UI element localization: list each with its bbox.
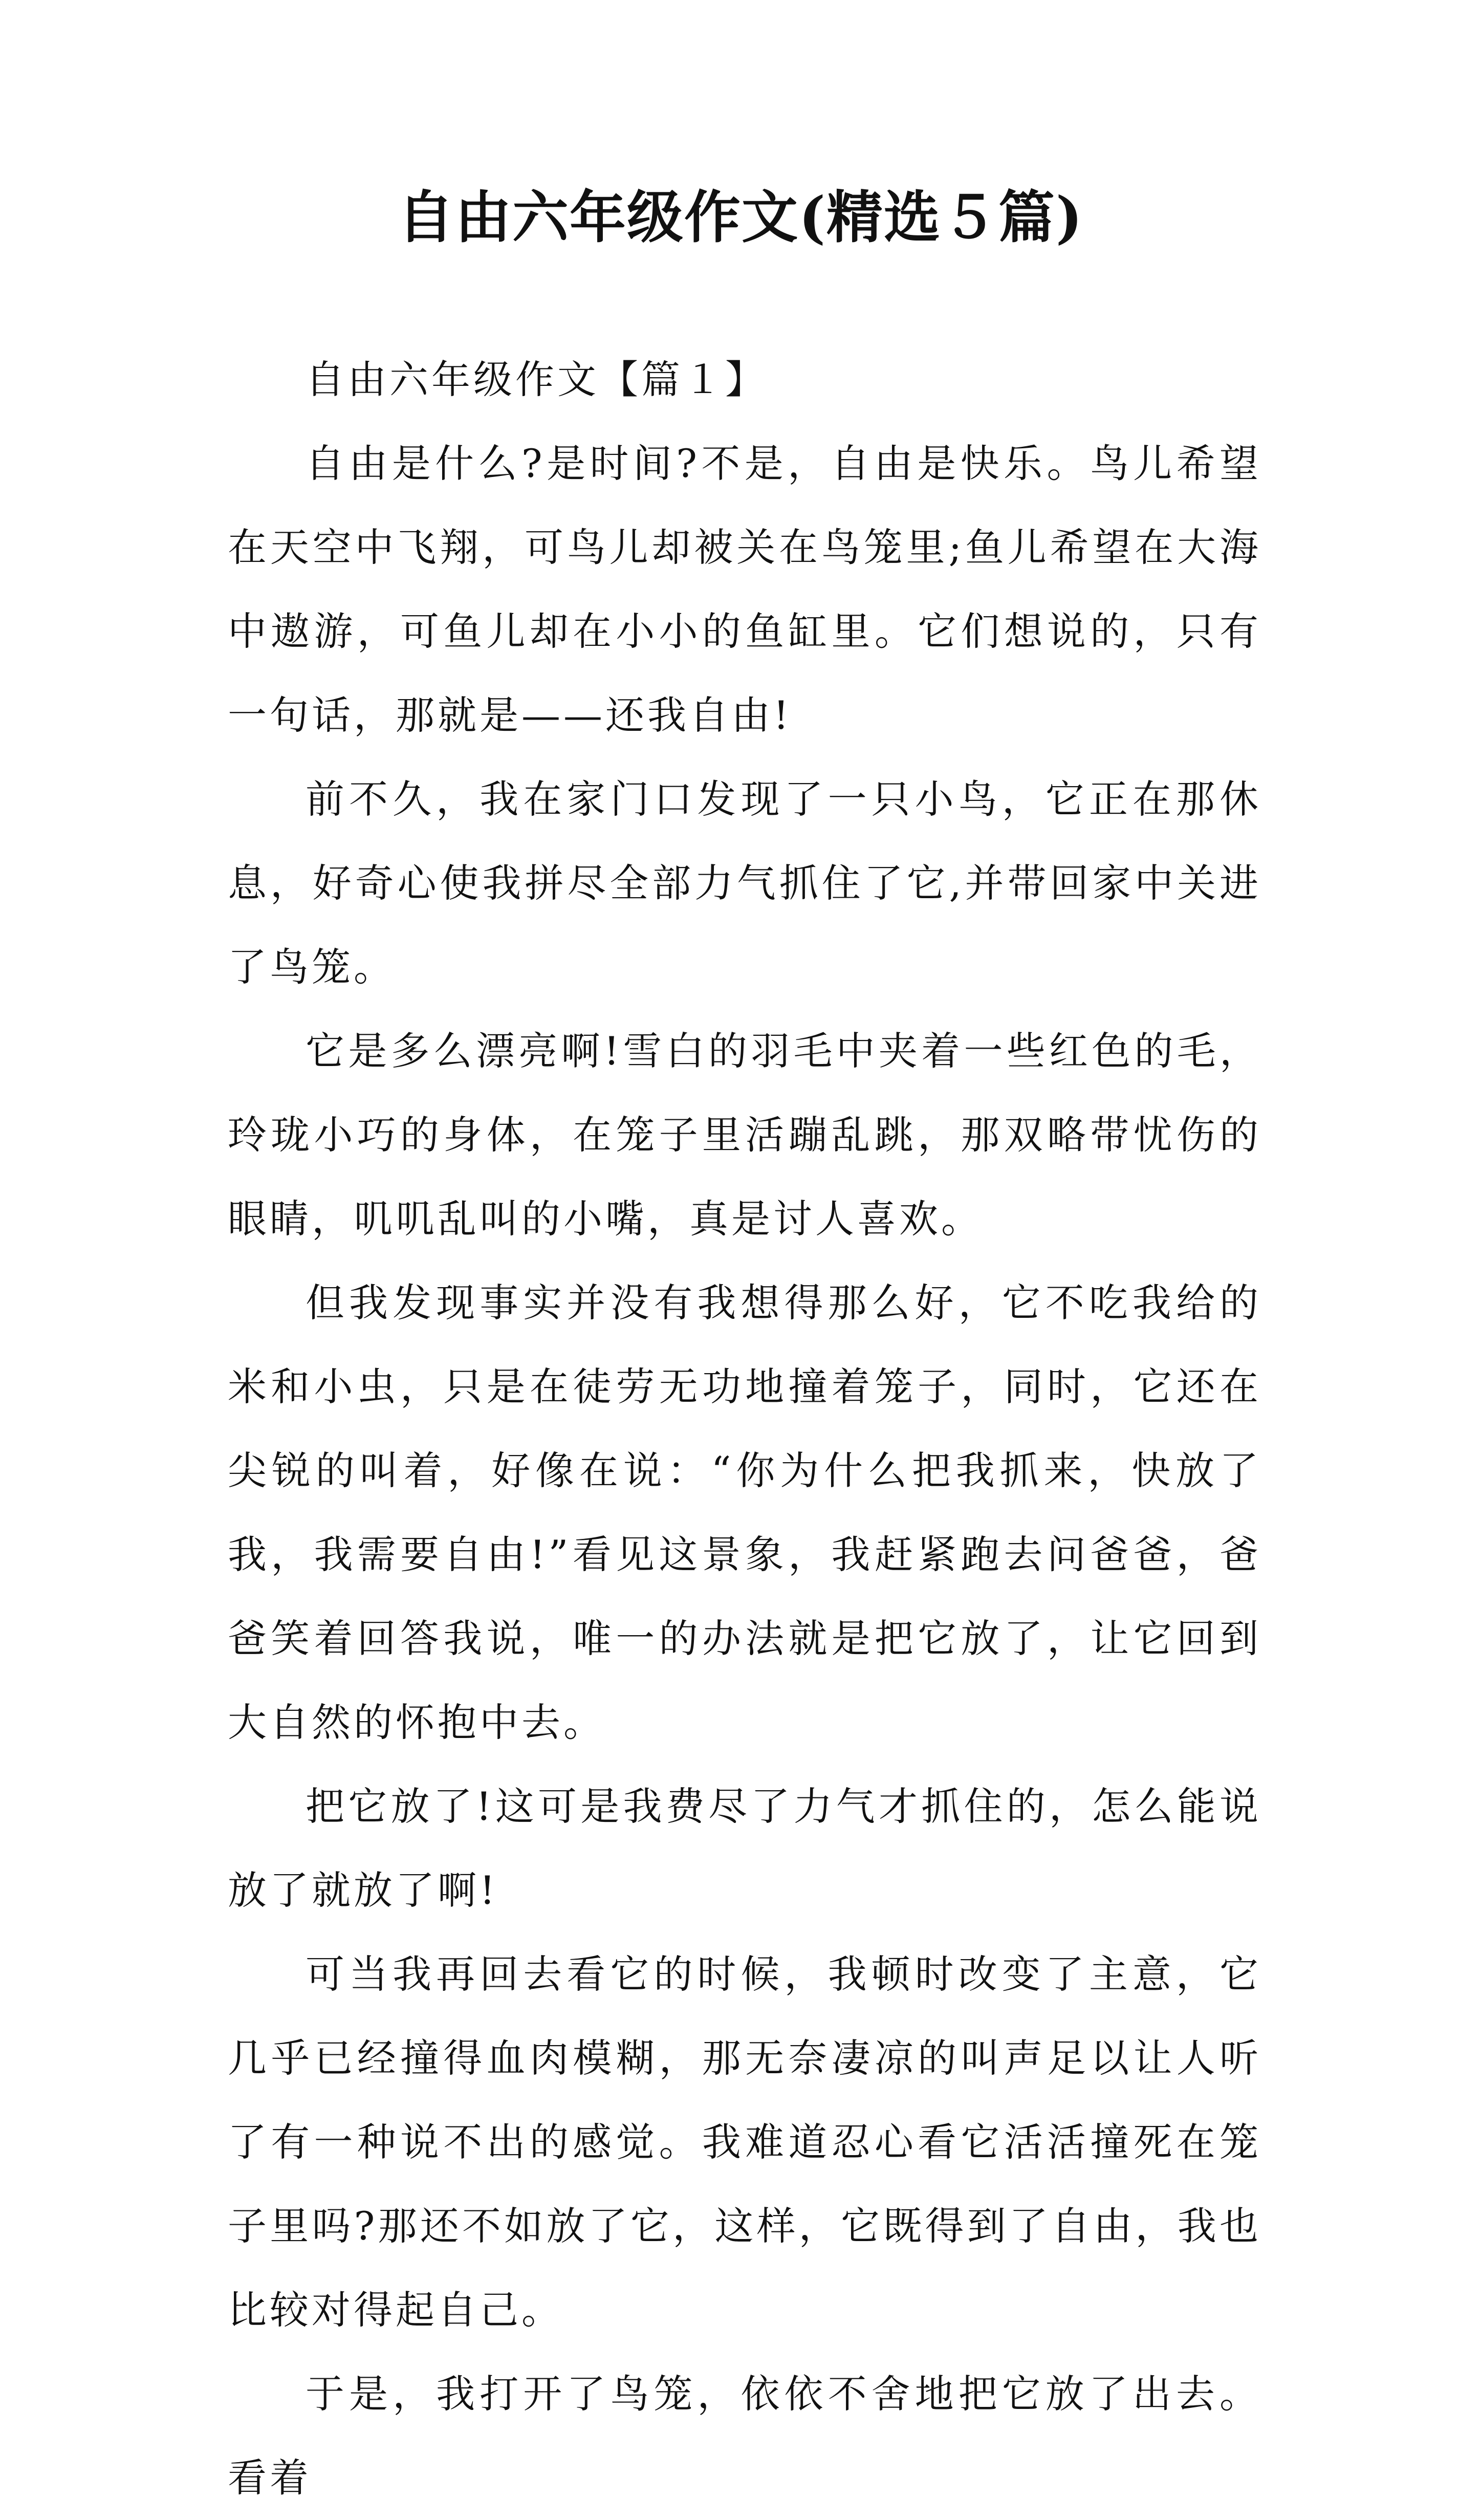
- body-paragraph: 前不久，我在家门口发现了一只小鸟，它正在那休息，好奇心使我拼尽全部力气抓住了它,并带回家中关进了鸟笼。: [228, 776, 1261, 990]
- body-paragraph: 但我发现事实并没有我想得那么好，它不吃我给的米和小虫，只是在徒劳无功地撞着笼子，同时，它还在尖锐的叫着，好像在说：“你为什么把我抓来，快放了我，我需要自由!”看见这景象，我赶紧跑去问爸爸，爸爸笑着回答我说，唯一的办法就是把它放了，让它回到大自然的怀抱中去。: [228, 1280, 1261, 1745]
- body-paragraph: 它是多么漂亮啊!雪白的羽毛中夹着一些红色的毛，玲珑小巧的身体，在笼子里活蹦乱跳，那双略带忧伤的眼睛，叽叽乱叫的小嘴，真是讨人喜欢。: [228, 1028, 1261, 1242]
- body-paragraph: 于是，我打开了鸟笼，依依不舍地把它放了出去。看着: [228, 2371, 1261, 2501]
- body-paragraph: 把它放了!这可是我费尽了力气才抓住的，怎么能说放了就放了啊!: [228, 1784, 1261, 1913]
- body-paragraph: 可当我再回去看它的时候，我顿时改变了主意，它几乎已经撞得血肉模糊，那无奈凄凉的叫声足以让人听了有一种说不出的感觉。我难道忍心看它活活撞死在笼子里吗?那还不如放了它，这样，它既得到了自由，我也比较对得起自己。: [228, 1951, 1261, 2333]
- section-heading: 自由六年级作文【篇１】: [306, 357, 767, 402]
- document-body: [228, 338, 1261, 2520]
- body-paragraph: 自由是什么?是时间?不是，自由是快乐。鸟儿希望在天空中飞翔，可鸟儿却被关在鸟笼里;鱼儿希望在大海中遨游，可鱼儿却在小小的鱼缸里。它们想说的，只有一句话，那就是——还我自由!: [228, 441, 1261, 738]
- document-title: 自由六年级作文(精选５篇): [397, 184, 1084, 250]
